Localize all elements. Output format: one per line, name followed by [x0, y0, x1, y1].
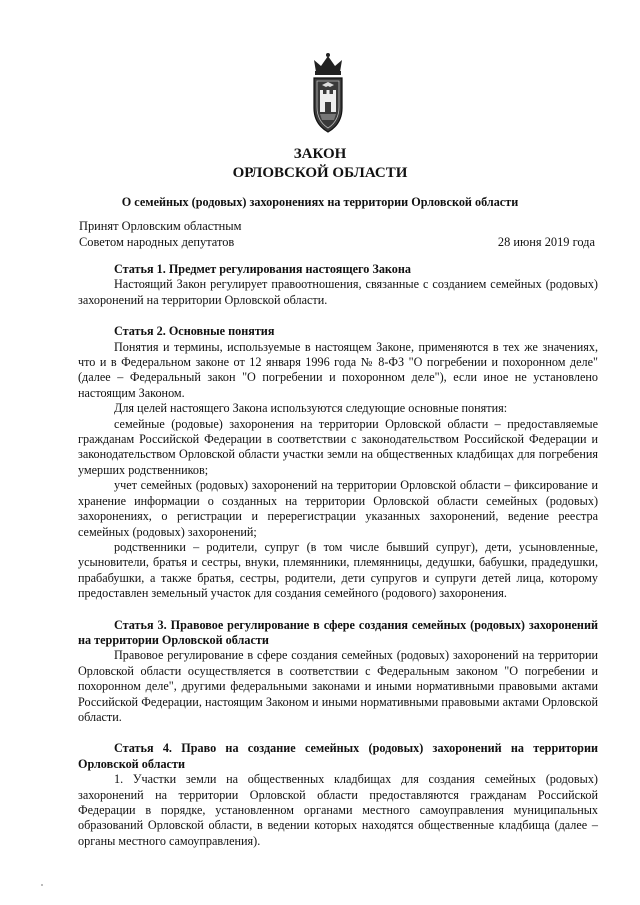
article2-heading: Статья 2. Основные понятия [114, 324, 275, 339]
article3-paragraph: Правовое регулирование в сфере создания семейных (родовых) захоронений на территории Орловской области осуществляется в соответствии с Федеральным законом "О погребении и похоронном деле", другими федеральными законами и иными нормативными правовыми актами Российской Федерации, настоящим Законом и иными нормативными правовыми актами Орловской области. [78, 648, 598, 724]
article2-paragraph: родственники – родители, супруг (в том числе бывший супруг), дети, усыновленные, усыновители, братья и сестры, внуки, племянники, племянницы, дедушки, бабушки, прадедушки, прабабушки, а также братья, сестры, родители, дети супругов и супруги детей лица, которому предоставлен земельный участок для создания семейного (родового) захоронения. [78, 539, 598, 601]
adoption-block [79, 219, 597, 250]
scan-speck [41, 884, 43, 886]
article2-paragraph: семейные (родовые) захоронения на территории Орловской области – предоставляемые гражданам Российской Федерации в соответствии с законодательством Российской Федерации и законодательством Орловской области участки земли на общественных кладбищах для погребения умерших родственников; [78, 416, 598, 477]
coat-of-arms-emblem [308, 52, 348, 138]
article2-paragraph: Понятия и термины, используемые в настоящем Законе, применяются в тех же значениях, что и в Федеральном законе от 12 января 1996 года № 8-ФЗ "О погребении и похоронном деле" (далее – Федеральный закон "О погребении и похоронном деле"), если иное не установлено настоящим Законом. [78, 339, 598, 400]
document-title-region: ОРЛОВСКОЙ ОБЛАСТИ [232, 165, 408, 181]
article4-paragraph: 1. Участки земли на общественных кладбищах для создания семейных (родовых) захоронений на территории Орловской области предоставляются гражданам Российской Федерации в порядке, установленном органами местного самоуправления муниципальных образований Орловской области, в ведении которых находятся общественные кладбища (далее – органы местного самоуправления). [78, 772, 598, 848]
article2-paragraph: Для целей настоящего Закона используются следующие основные понятия: [114, 401, 508, 416]
adopted-by-line2: Советом народных депутатов [79, 234, 235, 249]
adoption-date: 28 июня 2019 года [497, 234, 595, 249]
article1-heading: Статья 1. Предмет регулирования настоящего Закона [114, 262, 412, 276]
document-body [78, 262, 598, 849]
adopted-by-line1: Принят Орловским областным [79, 219, 242, 233]
law-subtitle: О семейных (родовых) захоронениях на территории Орловской области [121, 195, 519, 209]
article3-heading: Статья 3. Правовое регулирование в сфере создания семейных (родовых) захоронений на территории Орловской области [78, 617, 598, 647]
document-title: ЗАКОН [293, 146, 347, 162]
article2-paragraph: учет семейных (родовых) захоронений на территории Орловской области – фиксирование и хранение информации о созданных на территории Орловской области семейных (родовых) захоронениях, о регистрации и перерегистрации указанных захоронений, ведение реестра семейных (родовых) захоронений; [78, 478, 598, 539]
article4-heading: Статья 4. Право на создание семейных (родовых) захоронений на территории Орловской области [78, 741, 598, 771]
article1-paragraph: Настоящий Закон регулирует правоотношения, связанные с созданием семейных (родовых) захоронений на территории Орловской области. [78, 277, 598, 307]
